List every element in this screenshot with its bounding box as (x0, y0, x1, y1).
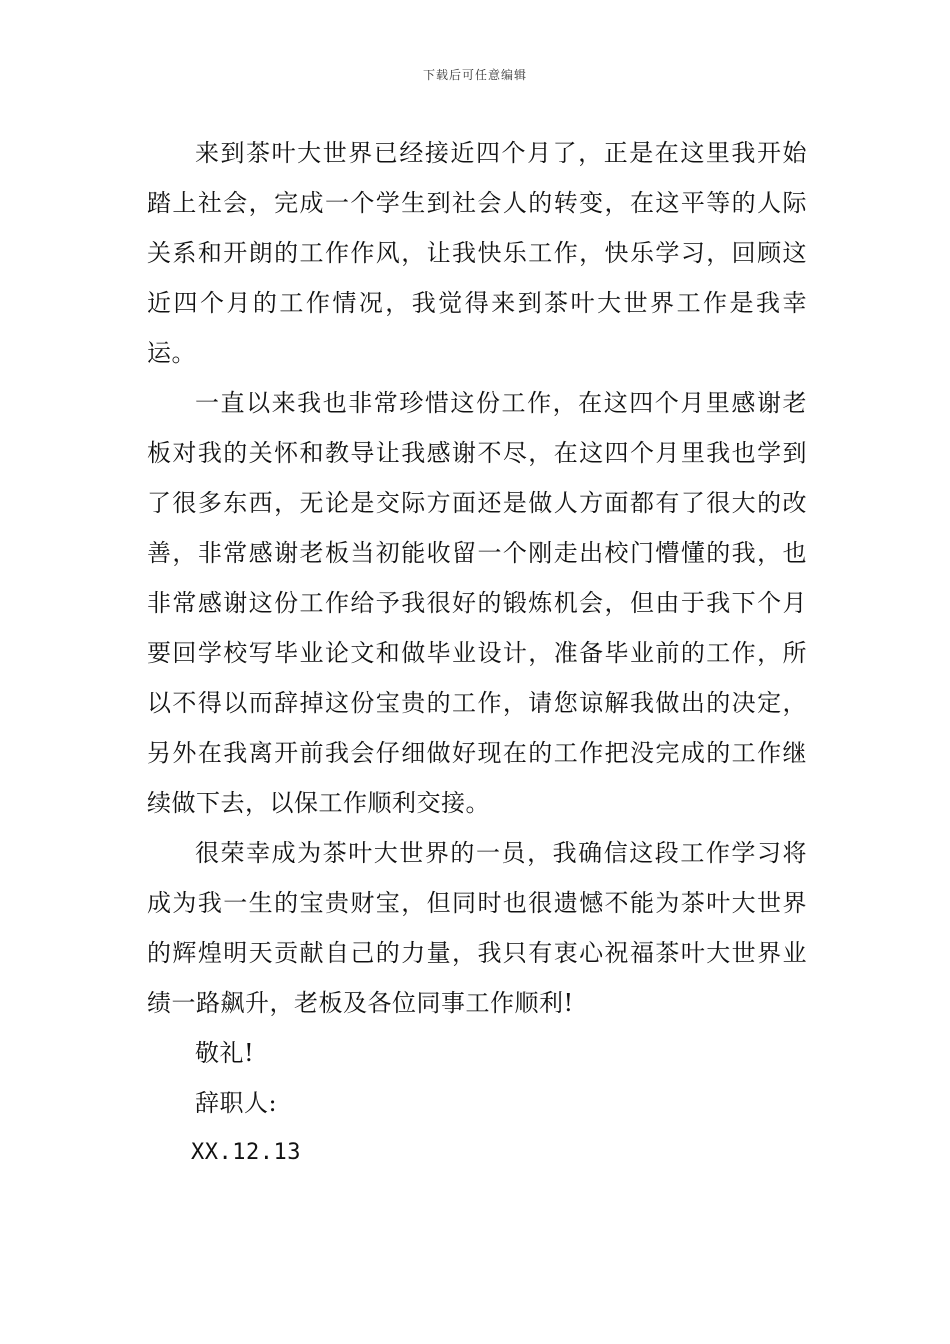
paragraph-reason: 一直以来我也非常珍惜这份工作，在这四个月里感谢老板对我的关怀和教导让我感谢不尽，在这四个月里我也学到了很多东西，无论是交际方面还是做人方面都有了很大的改善，非常感谢老板当初能收留一个刚走出校门懵懂的我，也非常感谢这份工作给予我很好的锻炼机会，但由于我下个月要回学校写毕业论文和做毕业设计，准备毕业前的工作，所以不得以而辞掉这份宝贵的工作，请您谅解我做出的决定，另外在我离开前我会仔细做好现在的工作把没完成的工作继续做下去，以保工作顺利交接。 (147, 389, 807, 817)
letter-date: XX.12.13 (191, 1140, 301, 1165)
paragraph-farewell: 很荣幸成为茶叶大世界的一员，我确信这段工作学习将成为我一生的宝贵财宝，但同时也很遗憾不能为茶叶大世界的辉煌明天贡献自己的力量，我只有衷心祝福茶叶大世界业绩一路飙升，老板及各位同事工作顺利! (147, 839, 807, 1017)
salutation: 敬礼! (195, 1039, 255, 1067)
header-note: 下载后可任意编辑 (422, 68, 527, 82)
paragraph-intro: 来到茶叶大世界已经接近四个月了，正是在这里我开始踏上社会，完成一个学生到社会人的转变，在这平等的人际关系和开朗的工作作风，让我快乐工作，快乐学习，回顾这近四个月的工作情况，我觉得来到茶叶大世界工作是我幸运。 (147, 139, 807, 367)
signer-label: 辞职人: (195, 1089, 278, 1117)
letter-body (147, 128, 807, 1178)
